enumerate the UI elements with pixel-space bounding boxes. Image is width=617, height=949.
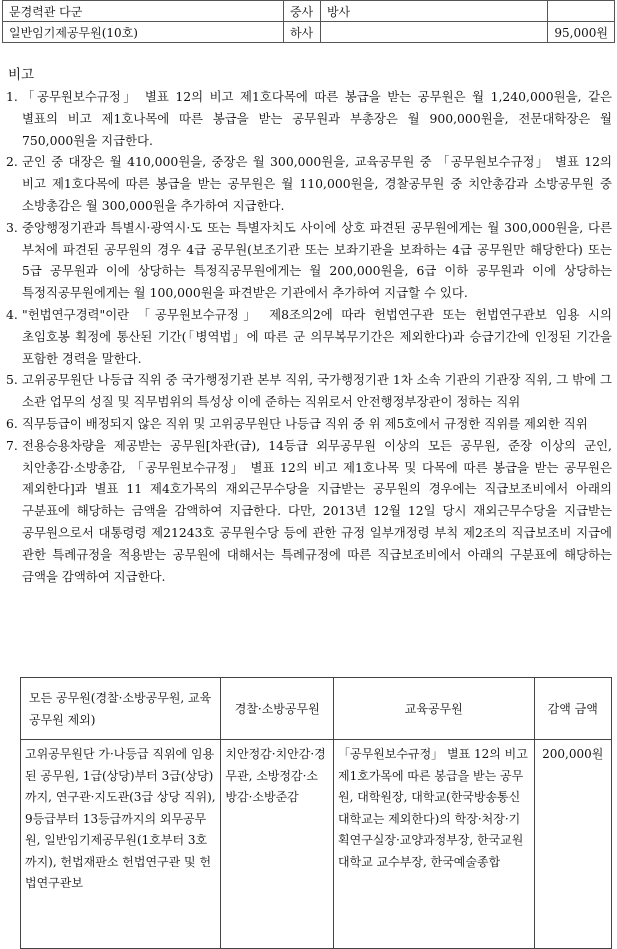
table-row xyxy=(3,22,615,43)
table-header-row xyxy=(21,678,612,740)
header-education: 교육공무원 xyxy=(334,678,534,740)
cell-all-officials: 고위공무원단 가·나등급 직위에 임용된 공무원, 1급(상당)부터 3급(상당)까지, 연구관·지도관(3급 상당 직위), 9등급부터 13등급까지의 외무공무원, 일반임기제공무원(1호부터 3호까지), 헌법재판소 헌법연구관 및 헌법연구관보 xyxy=(21,740,221,949)
remark-number: 4. xyxy=(6,306,18,322)
allowance-table-top xyxy=(2,0,615,43)
remark-item xyxy=(6,151,612,216)
remark-text: 고위공무원단 나등급 직위 중 국가행정기관 본부 직위, 국가행정기관 1차 소속 기관의 기관장 직위, 그 밖에 그 소관 업무의 성질 및 직무범위의 특성상 이에 준하는 직위로서 안전행정부장관이 정하는 직위 xyxy=(22,372,612,410)
remark-text: 군인 중 대장은 월 410,000원을, 중장은 월 300,000원을, 교육공무원 중 「공무원보수규정」 별표 12의 비고 제1호다목에 따른 봉급을 받는 공무원은 월 110,000원을, 경찰공무원 중 치안총감과 소방공무원 중 소방총감은 월 300,000원을 추가하여 지급한다. xyxy=(22,154,612,213)
cell-education: 「공무원보수규정」 별표 12의 비고 제1호가목에 따른 봉급을 받는 공무원, 대학원장, 대학교(한국방송통신대학교는 제외한다)의 학장·처장·기획연구실장·교양과정부장, 한국교원대학교 교수부장, 한국예술종합 xyxy=(334,740,534,949)
remark-number: 3. xyxy=(6,219,18,235)
remark-item xyxy=(6,369,612,413)
remarks-section xyxy=(6,64,612,587)
position-cell: 일반임기제공무원(10호) xyxy=(3,22,284,43)
grade-cell: 하사 xyxy=(283,22,320,43)
header-deduction-amount: 감액 금액 xyxy=(534,678,612,740)
remark-number: 2. xyxy=(6,154,18,170)
remarks-list xyxy=(6,86,612,587)
table-row xyxy=(21,740,612,949)
remark-item xyxy=(6,413,612,435)
remark-number: 5. xyxy=(6,372,18,388)
remark-number: 1. xyxy=(6,89,18,104)
header-police-fire: 경찰·소방공무원 xyxy=(221,678,334,740)
amount-cell xyxy=(548,1,615,22)
rank-cell xyxy=(320,22,547,43)
remark-item xyxy=(6,86,612,151)
position-cell: 문경력관 다군 xyxy=(3,1,284,22)
table-row xyxy=(3,1,615,22)
remark-text: 직무등급이 배정되지 않은 직위 및 고위공무원단 나등급 직위 중 위 제5호에서 규정한 직위를 제외한 직위 xyxy=(22,415,588,431)
remark-item xyxy=(6,435,612,588)
grade-cell: 중사 xyxy=(283,1,320,22)
rank-cell: 방사 xyxy=(320,1,547,22)
remarks-heading: 비고 xyxy=(8,67,35,83)
amount-cell: 95,000원 xyxy=(548,22,615,43)
remark-text: 「공무원보수규정」 별표 12의 비고 제1호다목에 따른 봉급을 받는 공무원은 월 1,240,000원을, 같은 별표의 비고 제1호나목에 따른 봉급을 받는 공무원과 부총장은 월 900,000원을, 전문대학장은 월 750,000원을 지급한다. xyxy=(22,89,612,148)
remark-text: "헌법연구경력"이란 「공무원보수규정」 제8조의2에 따라 헌법연구관 또는 헌법연구관보 임용 시의 초임호봉 획정에 통산된 기간(「병역법」에 따른 군 의무복무기간은 제외한다)과 승급기간에 인정된 기간을 포함한 경력을 말한다. xyxy=(22,306,612,366)
cell-police-fire: 치안정감·치안감·경무관, 소방정감·소방감·소방준감 xyxy=(221,740,334,949)
remark-item xyxy=(6,304,612,369)
remark-text: 전용승용차량을 제공받는 공무원[차관(급), 14등급 외무공무원 이상의 모든 공무원, 준장 이상의 군인, 치안총감·소방총감, 「공무원보수규정」 별표 12의 비고 제1호나목 및 다목에 따른 봉급을 받는 공무원은 제외한다]과 별표 11 제4호가목의 재외근무수당을 지급받는 공무원의 경우에는 직급보조비에서 아래의 구분표에 해당하는 금액을 감액하여 지급한다. 다만, 2013년 12월 12일 당시 재외근무수당을 지급받는 공무원으로서 대통령령 제21243호 공무원수당 등에 관한 규정 일부개정령 부칙 제2조의 직급보조비 지급에 관한 특례규정을 적용받는 공무원에 대해서는 특례규정에 따른 직급보조비에서 아래의 구분표에 해당하는 금액을 감액하여 지급한다. xyxy=(22,437,612,584)
cell-deduction-amount: 200,000원 xyxy=(534,740,612,949)
deduction-table xyxy=(20,677,612,949)
remark-item xyxy=(6,217,612,304)
remark-number: 6. xyxy=(6,415,18,431)
remark-text: 중앙행정기관과 특별시·광역시·도 또는 특별자치도 사이에 상호 파견된 공무원에게는 월 300,000원을, 다른 부처에 파견된 공무원의 경우 4급 공무원(보조기관 또는 보좌기관을 보좌하는 4급 공무원만 해당한다) 또는 5급 공무원과 이에 상당하는 특정직공무원에게는 월 200,000원을, 6급 이하 공무원과 이에 상당하는 특정직공무원에게는 월 100,000원을 파견받은 기관에서 추가하여 지급할 수 있다. xyxy=(22,219,612,301)
header-all-officials: 모든 공무원(경찰·소방공무원, 교육공무원 제외) xyxy=(21,678,221,740)
remark-number: 7. xyxy=(6,437,18,453)
